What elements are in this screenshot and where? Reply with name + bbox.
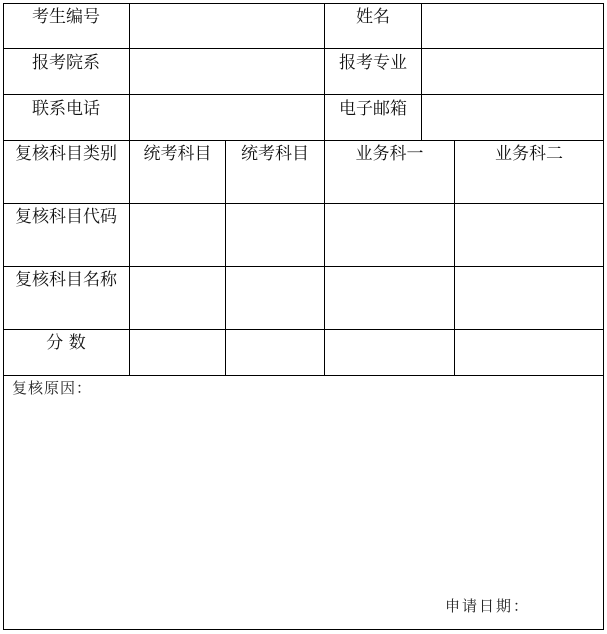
subject-column-header: 统考科目: [143, 144, 212, 164]
phone-field[interactable]: [130, 95, 324, 140]
name-field[interactable]: [422, 4, 603, 48]
subject-name-field[interactable]: [325, 267, 454, 329]
subject-code-field[interactable]: [455, 204, 603, 266]
subject-column-header: 业务科一: [355, 144, 424, 164]
subject-column-header: 业务科二: [495, 144, 563, 164]
phone-label: 联系电话: [32, 99, 100, 119]
subject-category-label: 复核科目类别: [15, 144, 117, 164]
subject-column-header: 统考科目: [241, 144, 309, 164]
subject-code-field[interactable]: [226, 204, 324, 266]
table-border: [3, 629, 604, 630]
name-label: 姓名: [356, 7, 390, 27]
subject-code-label: 复核科目代码: [15, 207, 117, 227]
major-label: 报考专业: [339, 53, 407, 73]
subject-code-field[interactable]: [130, 204, 225, 266]
email-field[interactable]: [422, 95, 603, 140]
score-field[interactable]: [325, 330, 454, 375]
application-date-label: 申请日期：: [445, 597, 531, 615]
subject-name-field[interactable]: [455, 267, 603, 329]
subject-code-field[interactable]: [325, 204, 454, 266]
review-reason-field[interactable]: [4, 376, 603, 586]
exam-number-field[interactable]: [130, 4, 324, 48]
score-review-application-form: [3, 3, 604, 630]
row-divider: [3, 140, 604, 141]
score-field[interactable]: [455, 330, 603, 375]
subject-name-field[interactable]: [226, 267, 324, 329]
score-label: 分 数: [46, 333, 86, 353]
major-field[interactable]: [422, 49, 603, 94]
exam-number-label: 考生编号: [32, 7, 100, 27]
subject-name-label: 复核科目名称: [15, 270, 117, 290]
subject-name-field[interactable]: [130, 267, 225, 329]
college-label: 报考院系: [32, 53, 100, 73]
score-field[interactable]: [130, 330, 225, 375]
review-reason-label: 复核原因：: [12, 379, 93, 397]
table-border: [603, 3, 604, 630]
score-field[interactable]: [226, 330, 324, 375]
email-label: 电子邮箱: [339, 99, 407, 119]
college-field[interactable]: [130, 49, 324, 94]
